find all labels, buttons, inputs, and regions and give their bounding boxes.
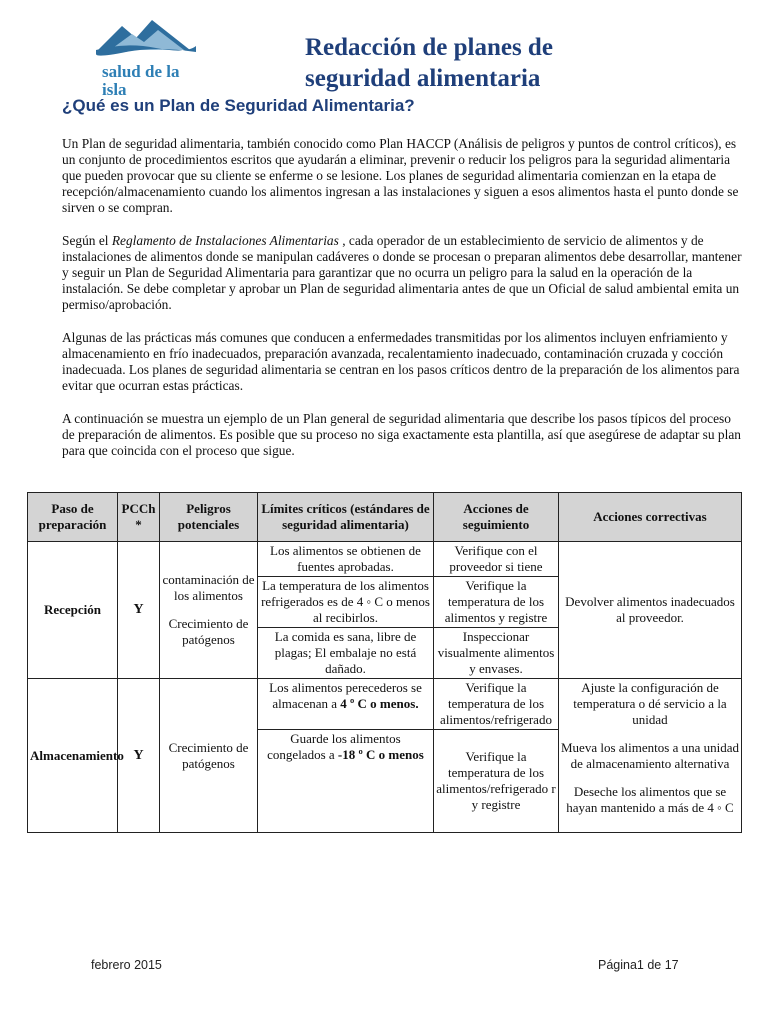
table-row bbox=[28, 679, 742, 730]
header-monitoring: Acciones de seguimiento bbox=[434, 493, 559, 542]
regulation-name: Reglamento de Instalaciones Alimentarias bbox=[111, 233, 339, 248]
paragraph-intro: Un Plan de seguridad alimentaria, también conocido como Plan HACCP (Análisis de peligros y puntos de control críticos), es un conjunto de procedimientos escritos que ayudarán a eliminar, prevenir o reducir los peligros para la seguridad alimentaria que pueden provocar que su cliente se enferme o se lesione. Los planes de seguridad alimentaria comienzan en la etapa de recepción/almacenamiento cuando los alimentos ingresan a las instalaciones y siguen a esos alimentos hasta el punto donde se sirven o se compran. bbox=[62, 136, 739, 215]
monitor-supplier: Verifique con el proveedor si tiene bbox=[434, 542, 559, 577]
monitor-temperature: Verifique la temperatura de los alimentos y registre bbox=[434, 577, 559, 628]
header-critical-limits: Límites críticos (estándares de seguridad alimentaria) bbox=[258, 493, 434, 542]
hazards-recepcion bbox=[160, 542, 258, 679]
corrective-move: Mueva los alimentos a una unidad de almacenamiento alternativa bbox=[561, 740, 739, 771]
limit-frozen-text: Guarde los alimentos congelados a bbox=[267, 731, 401, 762]
section-heading: ¿Qué es un Plan de Seguridad Alimentaria? bbox=[62, 96, 415, 115]
hazard-contamination: contaminación de los alimentos bbox=[162, 572, 255, 603]
logo-text: salud de la isla bbox=[102, 62, 180, 99]
document-title: Redacción de planes de seguridad alimentaria bbox=[305, 34, 553, 92]
food-safety-plan-table bbox=[27, 492, 742, 833]
mountain-logo-icon bbox=[96, 16, 196, 62]
limit-sound-food: La comida es sana, libre de plagas; El embalaje no está dañado. bbox=[258, 628, 434, 679]
paragraph-regulation bbox=[62, 233, 742, 313]
hazard-pathogens: Crecimiento de patógenos bbox=[168, 616, 249, 647]
limit-frozen-temp: -18 º C o menos bbox=[337, 747, 424, 762]
limit-perishable bbox=[258, 679, 434, 730]
paragraph-regulation-pre: Según el bbox=[62, 233, 112, 248]
corrective-almacenamiento bbox=[559, 679, 742, 833]
header-corrective: Acciones correctivas bbox=[559, 493, 742, 542]
pcc-almacenamiento: Y bbox=[118, 679, 160, 833]
footer-date: febrero 2015 bbox=[91, 958, 162, 972]
limit-perishable-text: Los alimentos perecederos se almacenan a bbox=[269, 680, 422, 711]
header-step: Paso de preparación bbox=[28, 493, 118, 542]
limit-approved-sources: Los alimentos se obtienen de fuentes aprobadas. bbox=[258, 542, 434, 577]
limit-frozen bbox=[258, 730, 434, 833]
corrective-adjust: Ajuste la configuración de temperatura o dé servicio a la unidad bbox=[573, 680, 727, 727]
monitor-inspect: Inspeccionar visualmente alimentos y envases. bbox=[434, 628, 559, 679]
limit-refrigerated-temp: La temperatura de los alimentos refrigerados es de 4 ◦ C o menos al recibirlos. bbox=[258, 577, 434, 628]
footer-page-number: Página1 de 17 bbox=[598, 958, 679, 972]
step-recepcion: Recepción bbox=[28, 542, 118, 679]
table-row bbox=[28, 542, 742, 577]
paragraph-example: A continuación se muestra un ejemplo de un Plan general de seguridad alimentaria que describe los pasos típicos del proceso de preparación de alimentos. Es posible que su proceso no siga exactamente esta plantilla, así que asegúrese de adaptar su plan para que coincida con el proceso que sigue. bbox=[62, 411, 741, 458]
step-almacenamiento: Almacenamiento bbox=[28, 679, 118, 833]
limit-perishable-temp: 4 º C o menos. bbox=[340, 696, 419, 711]
paragraph-regulation-post: , cada operador de un establecimiento de servicio de alimentos y de instalaciones de alimentos donde se manipulan cadáveres o donde se procesan o preparan alimentos debe desarrollar, mantener y seguir un Plan de Seguridad Alimentaria para garantizar que no ocurra un peligro para la salud en la operación de la instalación. Se debe completar y aprobar un Plan de seguridad alimentaria antes de que un Oficial de salud ambiental emita un permiso/aprobación. bbox=[62, 233, 742, 312]
header-hazards: Peligros potenciales bbox=[160, 493, 258, 542]
monitor-storage-temp: Verifique la temperatura de los alimentos/refrigerado bbox=[434, 679, 559, 730]
pcc-recepcion: Y bbox=[118, 542, 160, 679]
monitor-frozen-temp: Verifique la temperatura de los alimentos/refrigerado r y registre bbox=[434, 730, 559, 833]
paragraph-practices: Algunas de las prácticas más comunes que conducen a enfermedades transmitidas por los alimentos incluyen enfriamiento y almacenamiento en frío inadecuados, preparación avanzada, recalentamiento inadecuado, contaminación cruzada y cocción inadecuada. Los planes de seguridad alimentaria se centran en los pasos críticos dentro de la preparación de los alimentos para evitar que ocurran estas prácticas. bbox=[62, 330, 740, 393]
hazards-almacenamiento: Crecimiento de patógenos bbox=[160, 679, 258, 833]
table-header-row bbox=[28, 493, 742, 542]
header-pcc: PCCh * bbox=[118, 493, 160, 542]
logo bbox=[96, 16, 196, 106]
corrective-recepcion: Devolver alimentos inadecuados al proveedor. bbox=[559, 542, 742, 679]
corrective-discard: Deseche los alimentos que se hayan mantenido a más de 4 ◦ C bbox=[566, 784, 734, 815]
